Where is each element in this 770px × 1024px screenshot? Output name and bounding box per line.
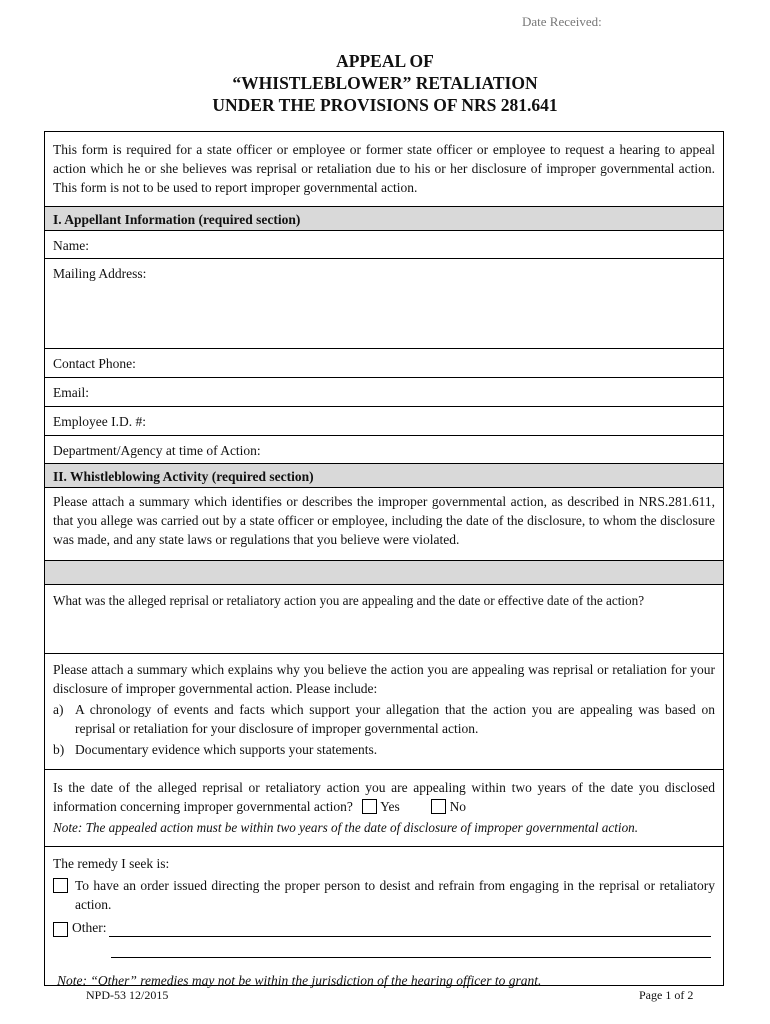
two-year-note: Note: The appealed action must be within two years of the date of disclosure of improper governmental action. bbox=[53, 820, 639, 835]
department-label: Department/Agency at time of Action: bbox=[53, 443, 261, 458]
list-item-a-text: A chronology of events and facts which support your allegation that the action you are appealing was based on reprisal or retaliation for your disclosure of improper governmental action. bbox=[75, 702, 715, 736]
list-item-a-label: a) bbox=[53, 702, 64, 717]
title-line-2: “WHISTLEBLOWER” RETALIATION bbox=[232, 73, 538, 93]
date-received-label: Date Received: bbox=[522, 14, 602, 29]
contact-phone-field[interactable] bbox=[45, 349, 723, 378]
contact-phone-label: Contact Phone: bbox=[53, 356, 136, 371]
section-1-header: I. Appellant Information (required section) bbox=[45, 207, 723, 231]
title-line-3: UNDER THE PROVISIONS OF NRS 281.641 bbox=[212, 95, 558, 115]
section-2-header: II. Whistleblowing Activity (required section) bbox=[45, 464, 723, 488]
employee-id-label: Employee I.D. #: bbox=[53, 414, 146, 429]
other-label: Other: bbox=[72, 920, 107, 935]
other-input-line-1[interactable] bbox=[109, 922, 712, 937]
list-item-a bbox=[53, 700, 715, 738]
email-field[interactable] bbox=[45, 378, 723, 407]
yes-checkbox[interactable] bbox=[362, 799, 377, 814]
section-2-instructions: Please attach a summary which identifies or describes the improper governmental action, as described in NRS.281.611, that you allege was carried out by a state officer or employee, including the date of the disclosure, to whom the disclosure was made, and any state laws or regulations that you believe were violated. bbox=[45, 488, 723, 561]
yes-label: Yes bbox=[380, 799, 400, 814]
appeal-form bbox=[44, 131, 724, 986]
shaded-divider bbox=[45, 561, 723, 585]
list-item-b bbox=[53, 740, 715, 759]
remedy-option-desist-text: To have an order issued directing the proper person to desist and refrain from engaging in the reprisal or retaliatory action. bbox=[75, 878, 715, 912]
employee-id-field[interactable] bbox=[45, 407, 723, 436]
remedy-section bbox=[45, 847, 723, 988]
department-field[interactable] bbox=[45, 436, 723, 464]
other-checkbox[interactable] bbox=[53, 922, 68, 937]
list-item-b-label: b) bbox=[53, 742, 65, 757]
summary-intro: Please attach a summary which explains why you believe the action you are appealing was reprisal or retaliation for your disclosure of improper governmental action. Please include: bbox=[53, 662, 715, 696]
two-year-question-block bbox=[53, 778, 715, 816]
page-number: Page 1 of 2 bbox=[639, 988, 694, 1002]
title-line-1: APPEAL OF bbox=[336, 51, 434, 71]
form-title bbox=[0, 50, 770, 116]
action-question-field[interactable] bbox=[45, 585, 723, 654]
remedy-note: Note: “Other” remedies may not be within the jurisdiction of the hearing officer to grant. bbox=[57, 973, 542, 988]
mailing-address-label: Mailing Address: bbox=[53, 266, 147, 281]
remedy-other-row-2 bbox=[53, 943, 715, 963]
other-input-line-2[interactable] bbox=[111, 943, 711, 958]
name-label: Name: bbox=[53, 238, 89, 253]
mailing-address-field[interactable] bbox=[45, 259, 723, 349]
no-checkbox[interactable] bbox=[431, 799, 446, 814]
remedy-option-desist bbox=[53, 876, 715, 914]
two-year-question: Is the date of the alleged reprisal or retaliatory action you are appealing within two years of the date you disclosed information concerning improper governmental action? bbox=[53, 780, 715, 814]
action-question: What was the alleged reprisal or retaliatory action you are appealing and the date or effective date of the action? bbox=[53, 593, 645, 608]
remedy-other-row bbox=[53, 918, 715, 937]
no-label: No bbox=[449, 799, 467, 814]
summary-section bbox=[45, 654, 723, 770]
desist-checkbox[interactable] bbox=[53, 878, 68, 893]
intro-text: This form is required for a state officer or employee or former state officer or employee to request a hearing to appeal action which he or she believes was reprisal or retaliation due to his or her disclosure of improper governmental action. This form is not to be used to report improper governmental action. bbox=[45, 132, 723, 207]
two-year-section bbox=[45, 770, 723, 847]
name-field[interactable] bbox=[45, 231, 723, 259]
email-label: Email: bbox=[53, 385, 89, 400]
remedy-label: The remedy I seek is: bbox=[53, 856, 170, 871]
list-item-b-text: Documentary evidence which supports your statements. bbox=[75, 742, 378, 757]
form-number: NPD-53 12/2015 bbox=[86, 988, 169, 1002]
